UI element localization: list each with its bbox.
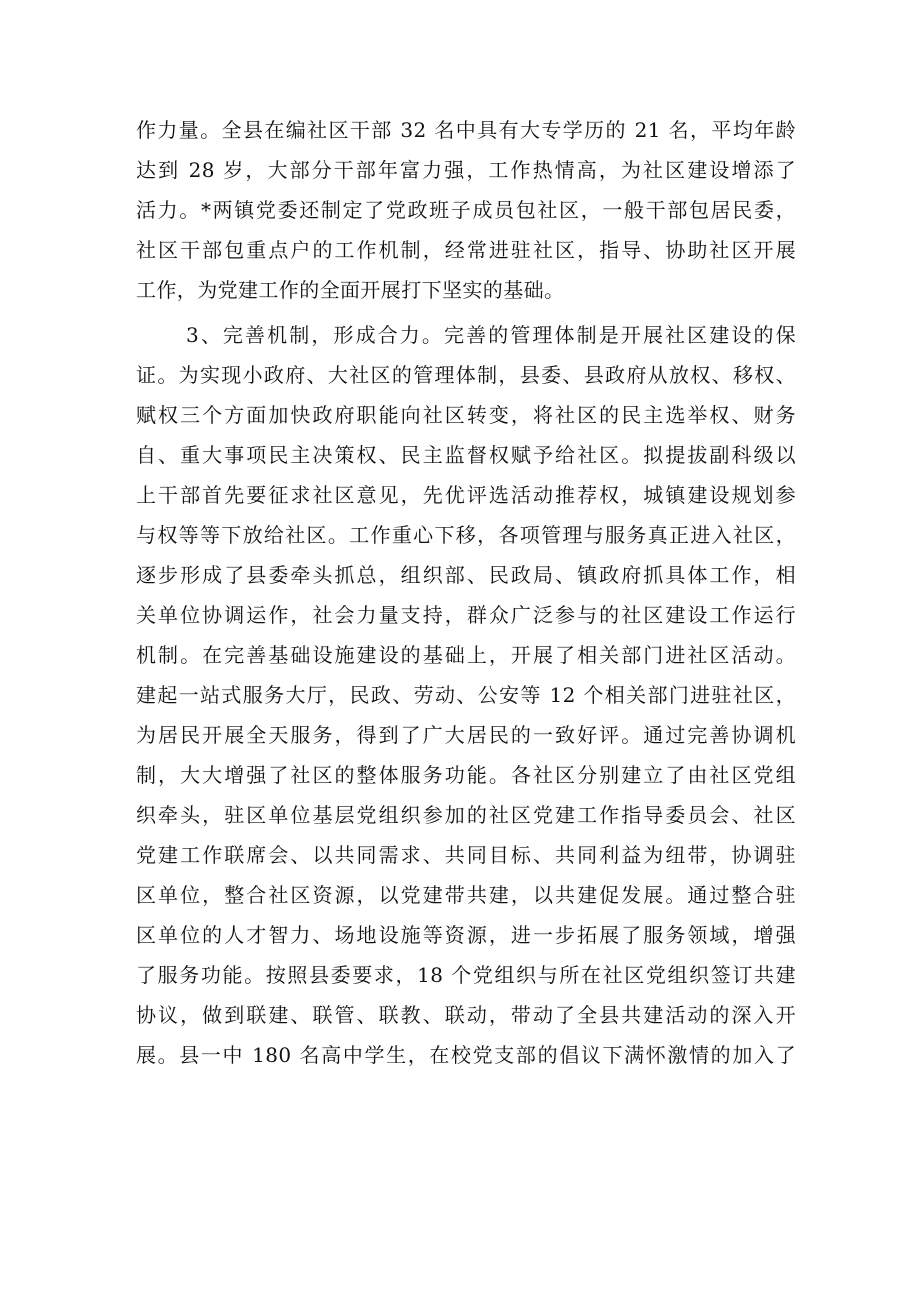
text-line: 逐步形成了县委牵头抓总，组织部、民政局、镇政府抓具体工作，相 [136, 563, 796, 587]
text-line: 作力量。全县在编社区干部 32 名中具有大专学历的 21 名，平均年龄 [136, 118, 796, 142]
text-line: 机制。在完善基础设施建设的基础上，开展了相关部门进社区活动。 [136, 643, 796, 667]
text-line: 工作，为党建工作的全面开展打下坚实的基础。 [136, 278, 565, 302]
text-line: 与权等等下放给社区。工作重心下移，各项管理与服务真正进入社区， [136, 523, 796, 547]
text-line: 制，大大增强了社区的整体服务功能。各社区分别建立了由社区党组 [136, 763, 796, 787]
text-line: 了服务功能。按照县委要求，18 个党组织与所在社区党组织签订共建 [136, 963, 796, 987]
text-line: 为居民开展全天服务，得到了广大居民的一致好评。通过完善协调机 [136, 723, 796, 747]
text-line: 建起一站式服务大厅，民政、劳动、公安等 12 个相关部门进驻社区， [136, 683, 796, 707]
text-line: 上干部首先要征求社区意见，先优评选活动推荐权，城镇建设规划参 [136, 483, 796, 507]
text-line: 自、重大事项民主决策权、民主监督权赋予给社区。拟提拔副科级以 [136, 443, 796, 467]
text-line: 活力。*两镇党委还制定了党政班子成员包社区，一般干部包居民委， [136, 198, 796, 222]
text-line: 证。为实现小政府、大社区的管理体制，县委、县政府从放权、移权、 [136, 363, 796, 387]
text-line: 协议，做到联建、联管、联教、联动，带动了全县共建活动的深入开 [136, 1003, 796, 1027]
text-line: 区单位，整合社区资源，以党建带共建，以共建促发展。通过整合驻 [136, 883, 796, 907]
text-line: 区单位的人才智力、场地设施等资源，进一步拓展了服务领域，增强 [136, 923, 796, 947]
text-line: 达到 28 岁，大部分干部年富力强，工作热情高，为社区建设增添了 [136, 158, 796, 182]
text-line: 党建工作联席会、以共同需求、共同目标、共同利益为纽带，协调驻 [136, 843, 796, 867]
text-line: 赋权三个方面加快政府职能向社区转变，将社区的民主选举权、财务 [136, 403, 796, 427]
section-heading-line: 3、完善机制，形成合力。完善的管理体制是开展社区建设的保 [186, 323, 796, 347]
text-line: 关单位协调运作，社会力量支持，群众广泛参与的社区建设工作运行 [136, 603, 796, 627]
text-line: 织牵头，驻区单位基层党组织参加的社区党建工作指导委员会、社区 [136, 803, 796, 827]
text-line: 展。县一中 180 名高中学生，在校党支部的倡议下满怀激情的加入了 [136, 1043, 796, 1067]
text-line: 社区干部包重点户的工作机制，经常进驻社区，指导、协助社区开展 [136, 238, 796, 262]
